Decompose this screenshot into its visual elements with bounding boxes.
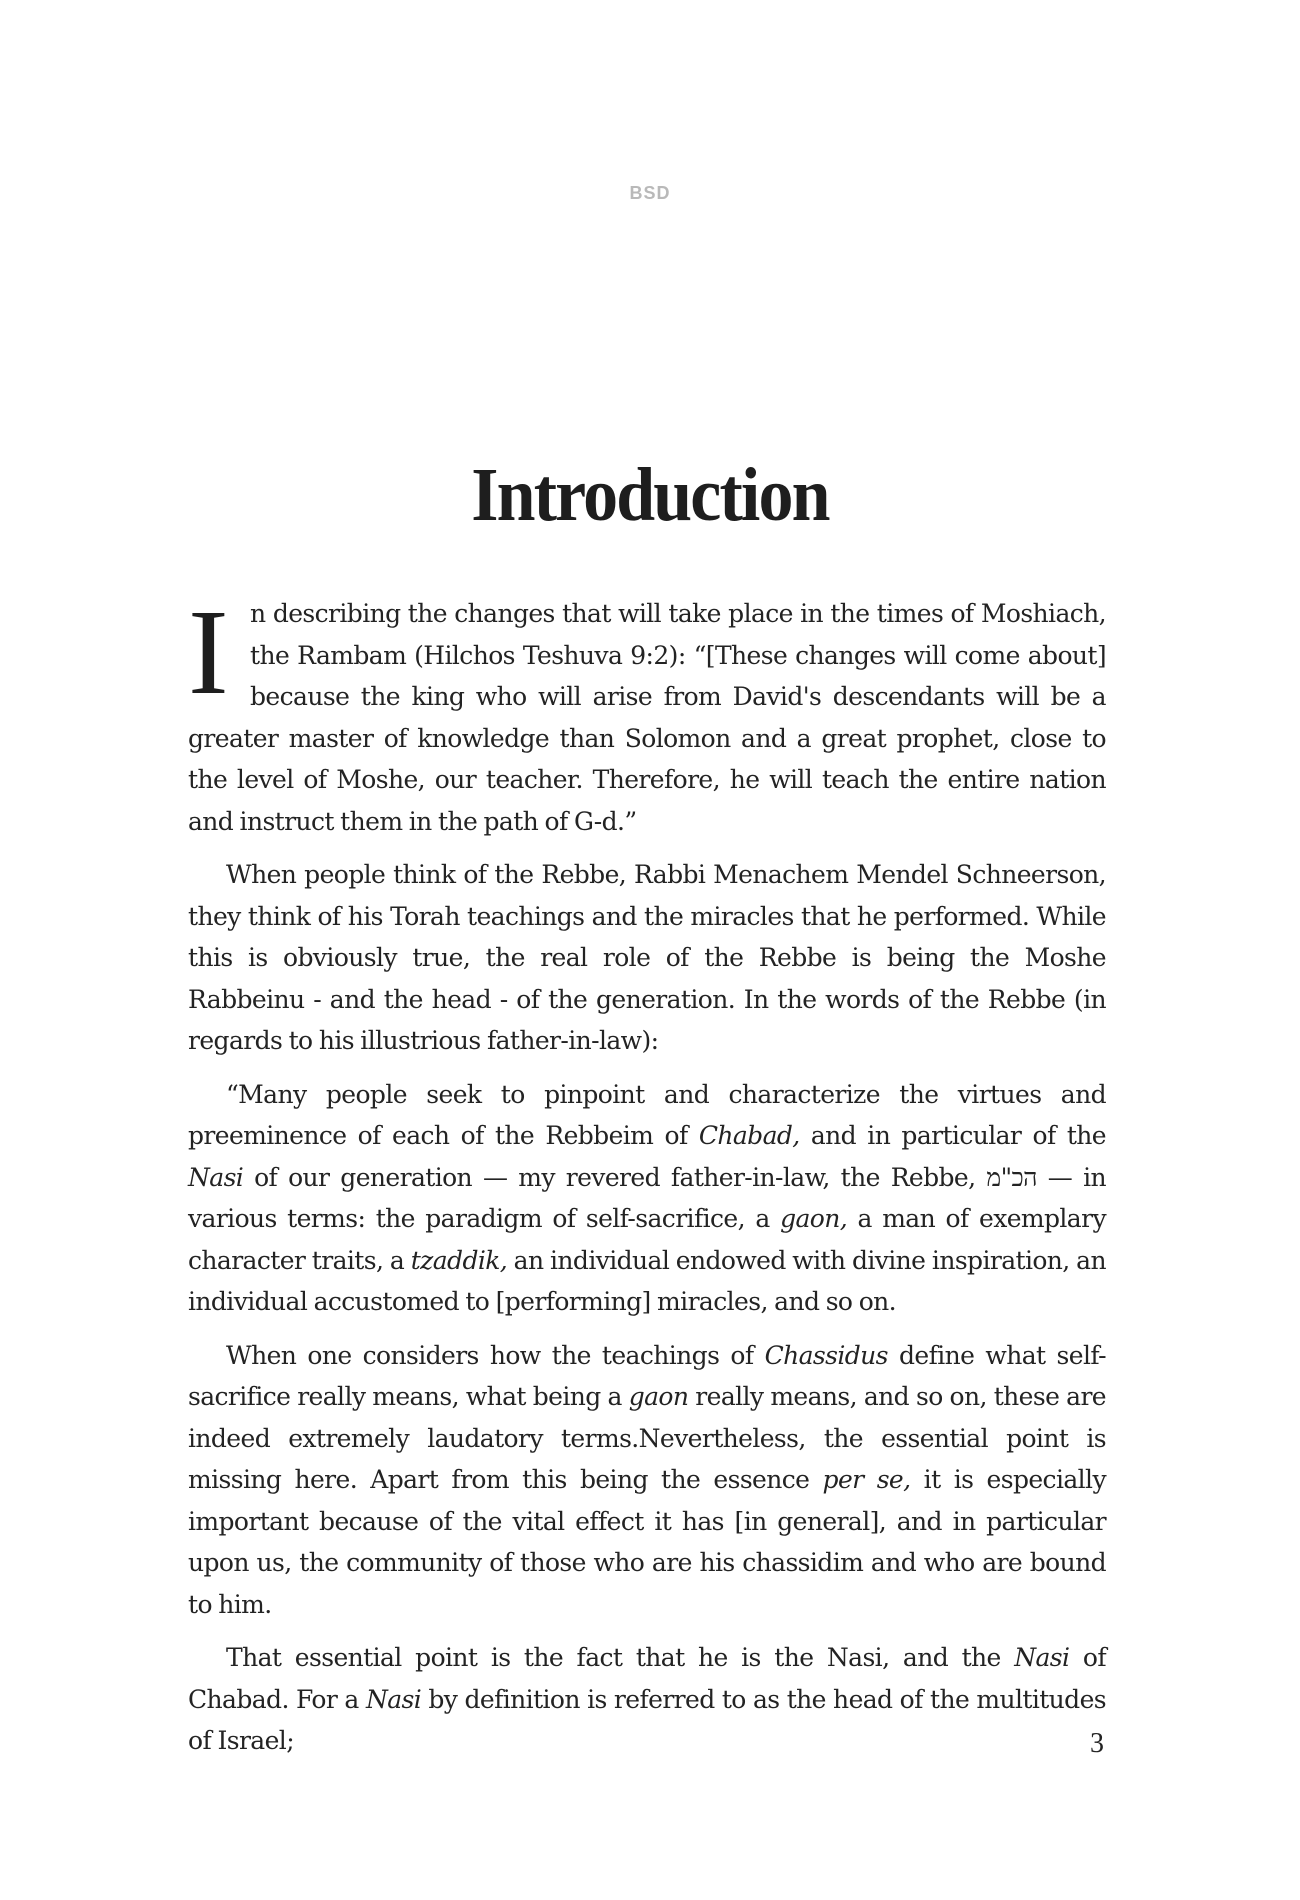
header-mark: BSD bbox=[629, 183, 671, 203]
italic-term: Nasi bbox=[365, 1684, 422, 1714]
paragraph-5 bbox=[188, 1637, 1106, 1762]
paragraph-2: When people think of the Rebbe, Rabbi Menachem Mendel Schneerson, they think of his Torah teachings and the miracles that he performed. While this is obviously true, the real role of the Rebbe is being the Moshe Rabbeinu - and the head - of the generation. In the words of the Rebbe (in regards to his illustrious father-in-law): bbox=[188, 860, 1106, 1055]
page-number: 3 bbox=[1090, 1728, 1104, 1759]
chapter-title: Introduction bbox=[471, 453, 829, 537]
text-run: an individual endowed with divine inspiration, an individual accustomed to [performing] miracles, and so on. bbox=[188, 1245, 1106, 1316]
italic-term: gaon, bbox=[780, 1204, 848, 1233]
italic-term: per se, bbox=[822, 1465, 911, 1494]
hebrew-abbreviation: הכ"מ bbox=[986, 1162, 1037, 1192]
drop-cap: I bbox=[188, 585, 229, 720]
text-run: by definition is referred to as the head of the multitudes of Israel; bbox=[188, 1684, 1106, 1755]
text-run: That essential point is the fact that he is the Nasi, and the bbox=[226, 1643, 1015, 1672]
text-run: define what self-sacrifice really means, what being a bbox=[188, 1340, 1106, 1411]
italic-term: Chassidus bbox=[764, 1340, 888, 1370]
text-run: — in various terms: the paradigm of self-sacrifice, a bbox=[188, 1162, 1106, 1233]
text-run: really means, and so on, these are indeed extremely laudatory terms.Nevertheless, the essential point is missing here. Apart from this being the essence bbox=[188, 1382, 1107, 1494]
text-run: and in particular of the bbox=[799, 1121, 1106, 1150]
text-run: When one considers how the teachings of bbox=[226, 1340, 765, 1370]
paragraph-3 bbox=[188, 1074, 1106, 1323]
paragraph-1-text: n describing the changes that will take place in the times of Moshiach, the Rambam (Hilchos Teshuva 9:2): “[These changes will come about] because the king who will arise from David's descendants will be a greater master of knowledge than Solomon and a great prophet, close to the level of Moshe, our teacher. Therefore, he will teach the entire nation and instruct them in the path of G-d.” bbox=[188, 599, 1106, 836]
paragraph-1 bbox=[188, 585, 1106, 842]
text-run: “Many people seek to pinpoint and characterize the virtues and preeminence of each of the Rebbeim of bbox=[188, 1079, 1106, 1150]
italic-term: Nasi bbox=[188, 1162, 244, 1192]
italic-term: Chabad, bbox=[698, 1121, 800, 1150]
text-run: a man of exemplary character traits, a bbox=[188, 1204, 1106, 1275]
body-text bbox=[188, 585, 1107, 1774]
paragraph-4 bbox=[188, 1335, 1106, 1626]
text-run: of Chabad. For a bbox=[188, 1643, 1106, 1714]
italic-term: gaon bbox=[628, 1382, 689, 1411]
text-run: it is especially important because of the vital effect it has [in general], and in particular upon us, the community of those who are his chassidim and who are bound to him. bbox=[188, 1465, 1106, 1619]
text-run: of our generation — my revered father-in-law, the Rebbe, bbox=[243, 1162, 987, 1192]
italic-term: Nasi bbox=[1014, 1643, 1070, 1672]
italic-term: tzaddik, bbox=[410, 1245, 508, 1275]
